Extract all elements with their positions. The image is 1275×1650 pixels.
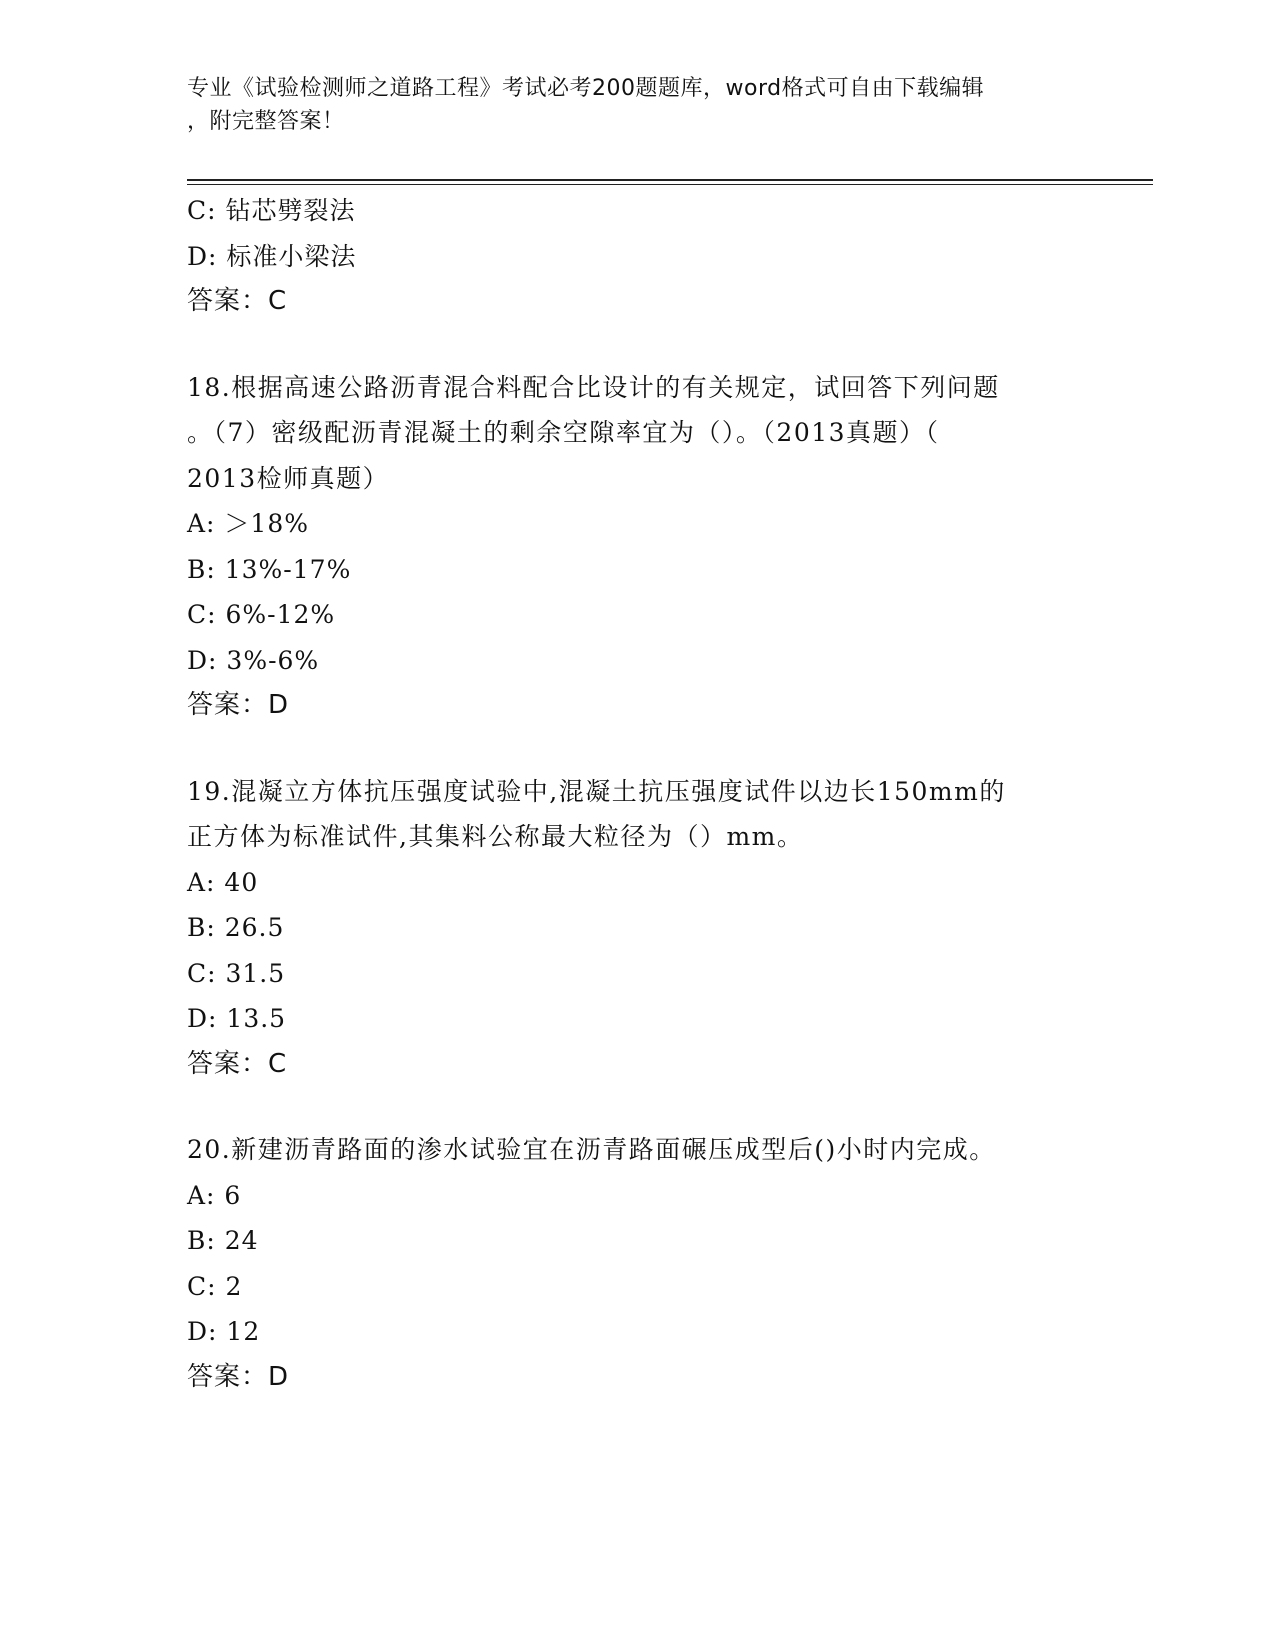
option-c: C: 2 (187, 1271, 243, 1301)
question-18 (187, 365, 1087, 729)
question-text-line: 20.新建沥青路面的渗水试验宜在沥青路面碾压成型后()小时内完成。 (187, 1135, 996, 1164)
option-c: C: 31.5 (187, 958, 286, 988)
question-text-line: 。（7）密级配沥青混凝土的剩余空隙率宜为（）。（2013真题）（ (187, 418, 940, 447)
option-a: A: 6 (187, 1180, 242, 1210)
answer-line: 答案：C (187, 1048, 288, 1079)
option-a: A: 40 (187, 867, 259, 897)
question-text (187, 769, 1087, 860)
header-title-line-2: ，附完整答案！ (187, 109, 345, 134)
option-a: A: ＞18% (187, 509, 309, 538)
question-20 (187, 1127, 1087, 1400)
option-d: D: 12 (187, 1317, 261, 1346)
option-d: D: 标准小梁法 (187, 241, 357, 271)
option-b: B: 26.5 (187, 913, 285, 942)
header-divider-thick (187, 179, 1153, 181)
question-text-line: 2013检师真题） (187, 463, 390, 493)
answer-line: 答案：D (187, 1361, 290, 1392)
question-text-line: 正方体为标准试件,其集料公称最大粒径为（）mm。 (187, 822, 804, 851)
question-text (187, 1127, 1087, 1173)
question-17-continued (187, 188, 1087, 325)
question-text-line: 19.混凝立方体抗压强度试验中,混凝土抗压强度试件以边长150mm的 (187, 776, 1006, 806)
option-c: C: 6%-12% (187, 600, 336, 629)
option-b: B: 24 (187, 1226, 259, 1255)
question-list (187, 188, 1087, 1400)
question-text-line: 18.根据高速公路沥青混合料配合比设计的有关规定，试回答下列问题 (187, 372, 1000, 402)
question-19 (187, 769, 1087, 1088)
header-title-line-1: 专业《试验检测师之道路工程》考试必考200题题库，word格式可自由下载编辑 (187, 76, 985, 101)
option-d: D: 3%-6% (187, 645, 320, 675)
option-c: C: 钻芯劈裂法 (187, 196, 356, 225)
option-d: D: 13.5 (187, 1004, 287, 1033)
answer-line: 答案：C (187, 286, 288, 316)
question-text (187, 365, 1087, 502)
answer-line: 答案：D (187, 690, 290, 720)
document-header (187, 72, 1067, 138)
header-divider-thin (187, 184, 1153, 185)
option-b: B: 13%-17% (187, 554, 352, 584)
